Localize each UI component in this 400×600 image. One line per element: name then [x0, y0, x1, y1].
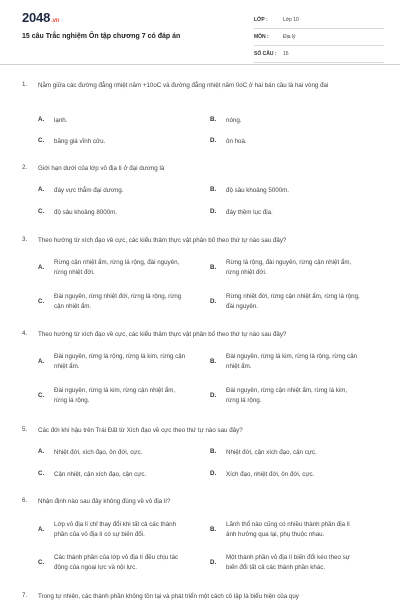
option-letter: C. [38, 298, 45, 305]
option-text: Đài nguyên, rừng lá rộng, rừng lá kim, rừng cận nhiệt ẩm. [54, 353, 186, 370]
question-number: 1. [22, 81, 28, 88]
question-number: 7. [22, 592, 28, 599]
option-letter: A. [38, 116, 45, 123]
question-2 [22, 164, 382, 224]
option-letter: D. [210, 137, 217, 144]
option-text: Nhiệt đới, xích đạo, ôn đới, cực. [54, 449, 143, 456]
option-text: Cận nhiệt, cận xích đạo, cận cực. [54, 471, 147, 478]
option-letter: B. [210, 358, 217, 365]
meta-row-count [254, 48, 384, 63]
option-text: lạnh. [54, 117, 68, 124]
option-text: Đài nguyên, rừng lá kim, rừng lá rộng, rừng cận nhiệt ẩm. [226, 353, 358, 370]
meta-value: Lớp 10 [283, 17, 299, 23]
question-6 [22, 497, 382, 581]
question-number: 2. [22, 164, 28, 171]
option-text: Lãnh thổ nào cũng có nhiều thành phần địa lí ảnh hưởng qua lại, phụ thuộc nhau. [226, 521, 350, 538]
option-letter: B. [210, 526, 217, 533]
option-text: Lớp vỏ địa lí chỉ thay đổi khi tất cả các thành phần của vỏ địa lí có sự biến đổi. [54, 521, 177, 538]
option-text: băng giá vĩnh cửu. [54, 138, 106, 145]
option-letter: D. [210, 392, 217, 399]
option-text: Rừng lá rộng, đài nguyên, rừng cận nhiệt ẩm, rừng nhiệt đới. [226, 259, 352, 276]
option-letter: A. [38, 448, 45, 455]
question-text: Nhận định nào sau đây không đúng về vỏ địa lí? [38, 498, 171, 505]
option-letter: C. [38, 392, 45, 399]
question-3 [22, 236, 382, 320]
question-text: Trong tự nhiên, các thành phần không tồn tại và phát triển một cách cô lập là biểu hiện của quy [38, 593, 299, 600]
option-text: Đài nguyên, rừng nhiệt đới, rừng lá rộng, rừng cận nhiệt ẩm. [54, 293, 182, 310]
option-text: đáy thềm lục địa. [226, 209, 273, 216]
option-letter: B. [210, 186, 217, 193]
option-letter: A. [38, 264, 45, 271]
option-text: Đài nguyên, rừng cận nhiệt ẩm, rừng lá kim, rừng lá rộng. [226, 387, 348, 404]
question-number: 5. [22, 426, 28, 433]
document-header [0, 0, 400, 62]
meta-label: MÔN : [254, 34, 269, 40]
option-letter: B. [210, 264, 217, 271]
question-7 [22, 592, 382, 600]
question-text: Giới hạn dưới của lớp vỏ địa lí ở đại dương là [38, 165, 165, 172]
meta-info [254, 14, 384, 65]
option-letter: C. [38, 137, 45, 144]
option-text: độ sâu khoảng 5000m. [226, 187, 289, 194]
question-text: Nằm giữa các đường đẳng nhiệt năm +10oC và đường đẳng nhiệt năm 0oC ở hai bán cầu là hai vòng đai [38, 82, 329, 89]
option-letter: A. [38, 526, 45, 533]
option-letter: B. [210, 448, 217, 455]
option-text: độ sâu khoảng 8000m. [54, 209, 117, 216]
question-4 [22, 330, 382, 414]
meta-value: 15 [283, 51, 289, 57]
option-text: ôn hoà. [226, 138, 247, 145]
header-divider [0, 64, 400, 65]
meta-label: SỐ CÂU : [254, 51, 277, 57]
question-number: 6. [22, 497, 28, 504]
question-number: 3. [22, 236, 28, 243]
option-text: Một thành phần vỏ địa lí biến đổi kéo theo sự biến đổi tất cả các thành phần khác. [226, 554, 350, 571]
question-text: Theo hướng từ xích đạo về cực, các kiểu thảm thực vật phân bố theo thứ tự nào sau đây? [38, 237, 287, 244]
meta-value: Địa lý [283, 34, 296, 40]
option-text: Rừng nhiệt đới, rừng cận nhiệt ẩm, rừng lá rộng, đài nguyên. [226, 293, 360, 310]
question-1 [22, 81, 382, 151]
question-text: Các đới khí hậu trên Trái Đất từ Xích đạo về cực theo thứ tự nào sau đây? [38, 427, 243, 434]
meta-row-grade [254, 14, 384, 29]
document-title: 15 câu Trắc nghiệm Ôn tập chương 7 có đáp án [22, 33, 181, 40]
option-letter: A. [38, 358, 45, 365]
logo-text: 2048 [22, 10, 51, 25]
option-text: Rừng cận nhiệt ẩm, rừng lá rộng, đài nguyên, rừng nhiệt đới. [54, 259, 180, 276]
option-text: đáy vực thẳm đại dương. [54, 187, 124, 194]
question-5 [22, 426, 382, 484]
option-letter: D. [210, 470, 217, 477]
site-logo[interactable] [22, 10, 59, 25]
option-text: nóng. [226, 117, 242, 124]
option-letter: D. [210, 208, 217, 215]
question-number: 4. [22, 330, 28, 337]
logo-suffix: .vn [51, 18, 60, 24]
option-letter: C. [38, 559, 45, 566]
question-text: Theo hướng từ xích đạo về cực, các kiểu thảm thực vật phân bố theo thứ tự nào sau đây? [38, 331, 287, 338]
option-letter: B. [210, 116, 217, 123]
option-letter: A. [38, 186, 45, 193]
option-text: Xích đạo, nhiệt đới, ôn đới, cực. [226, 471, 315, 478]
option-text: Các thành phần của lớp vỏ địa lí đều chịu tác động của ngoại lực và nội lực. [54, 554, 179, 571]
option-letter: C. [38, 208, 45, 215]
meta-label: LỚP : [254, 17, 268, 23]
option-text: Đài nguyên, rừng lá kim, rừng cận nhiệt ẩm, rừng lá rộng. [54, 387, 176, 404]
option-text: Nhiệt đới, cận xích đạo, cận cực. [226, 449, 317, 456]
meta-row-subject [254, 31, 384, 46]
option-letter: D. [210, 298, 217, 305]
option-letter: C. [38, 470, 45, 477]
option-letter: D. [210, 559, 217, 566]
